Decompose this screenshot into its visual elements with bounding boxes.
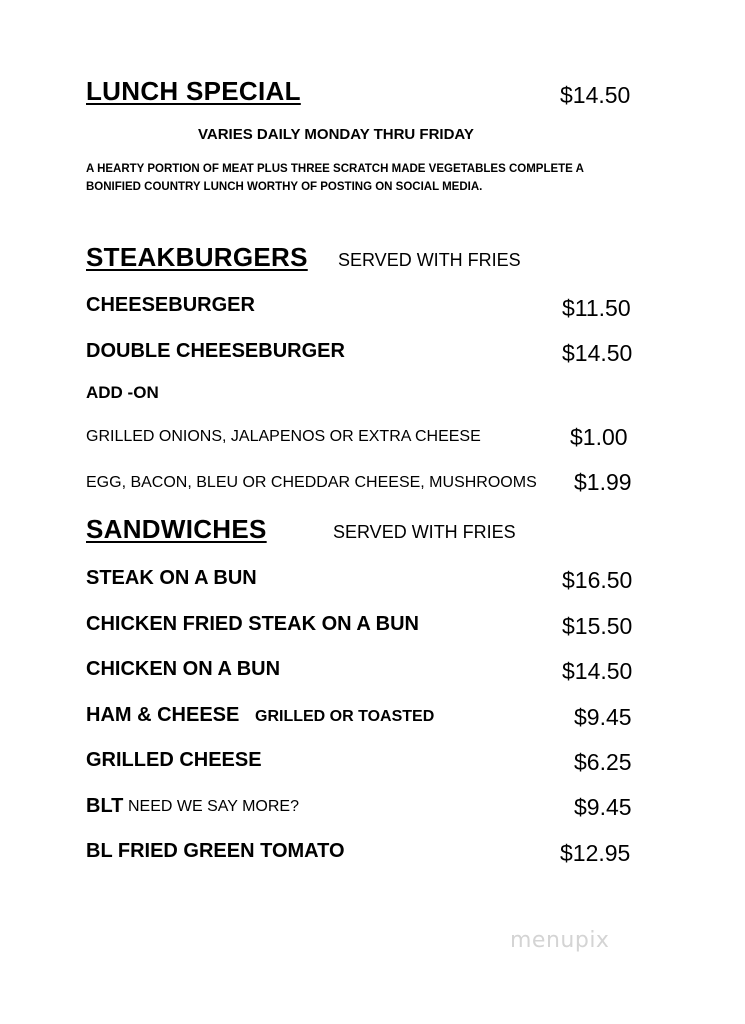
menu-item-extra: GRILLED OR TOASTED	[255, 708, 435, 725]
menu-item-name: CHEESEBURGER	[86, 294, 255, 316]
sandwiches-note: SERVED WITH FRIES	[333, 522, 516, 542]
menu-item-price: $9.45	[574, 704, 632, 730]
steakburgers-title: STEAKBURGERS	[86, 242, 308, 272]
addon-price: $1.00	[570, 424, 628, 450]
menu-item-price: $6.25	[574, 749, 632, 775]
menu-item-name: CHICKEN ON A BUN	[86, 658, 281, 680]
menu-item-name: STEAK ON A BUN	[86, 567, 257, 589]
menu-item-name: DOUBLE CHEESEBURGER	[86, 340, 345, 362]
menu-item-name: BLT	[86, 795, 124, 817]
lunch-special-description-line2: BONIFIED COUNTRY LUNCH WORTHY OF POSTING ON SOCIAL MEDIA.	[86, 181, 483, 193]
menupix-watermark: menupix	[510, 928, 610, 953]
addon-name: GRILLED ONIONS, JALAPENOS OR EXTRA CHEESE	[86, 428, 481, 445]
lunch-special-price: $14.50	[560, 82, 631, 108]
sandwiches-title: SANDWICHES	[86, 514, 267, 544]
menu-item-price: $9.45	[574, 794, 632, 820]
menu-item-price: $16.50	[562, 567, 633, 593]
steakburgers-note: SERVED WITH FRIES	[338, 250, 521, 270]
addon-price: $1.99	[574, 469, 632, 495]
menu-item-name: GRILLED CHEESE	[86, 749, 262, 771]
addon-label: ADD -ON	[86, 383, 159, 402]
lunch-special-subtitle: VARIES DAILY MONDAY THRU FRIDAY	[198, 126, 474, 143]
addon-name: EGG, BACON, BLEU OR CHEDDAR CHEESE, MUSHROOMS	[86, 474, 537, 491]
menu-item-name: BL FRIED GREEN TOMATO	[86, 840, 345, 862]
menu-item-name: CHICKEN FRIED STEAK ON A BUN	[86, 613, 419, 635]
lunch-special-description-line1: A HEARTY PORTION OF MEAT PLUS THREE SCRATCH MADE VEGETABLES COMPLETE A	[86, 163, 584, 175]
menu-item-price: $14.50	[562, 658, 633, 684]
menu-item-price: $15.50	[562, 613, 633, 639]
lunch-special-title: LUNCH SPECIAL	[86, 76, 301, 106]
menu-item-extra: NEED WE SAY MORE?	[128, 798, 299, 815]
menu-item-price: $14.50	[562, 340, 633, 366]
menu-item-name: HAM & CHEESE	[86, 704, 240, 726]
menu-item-price: $11.50	[562, 295, 631, 321]
menu-item-price: $12.95	[560, 840, 631, 866]
